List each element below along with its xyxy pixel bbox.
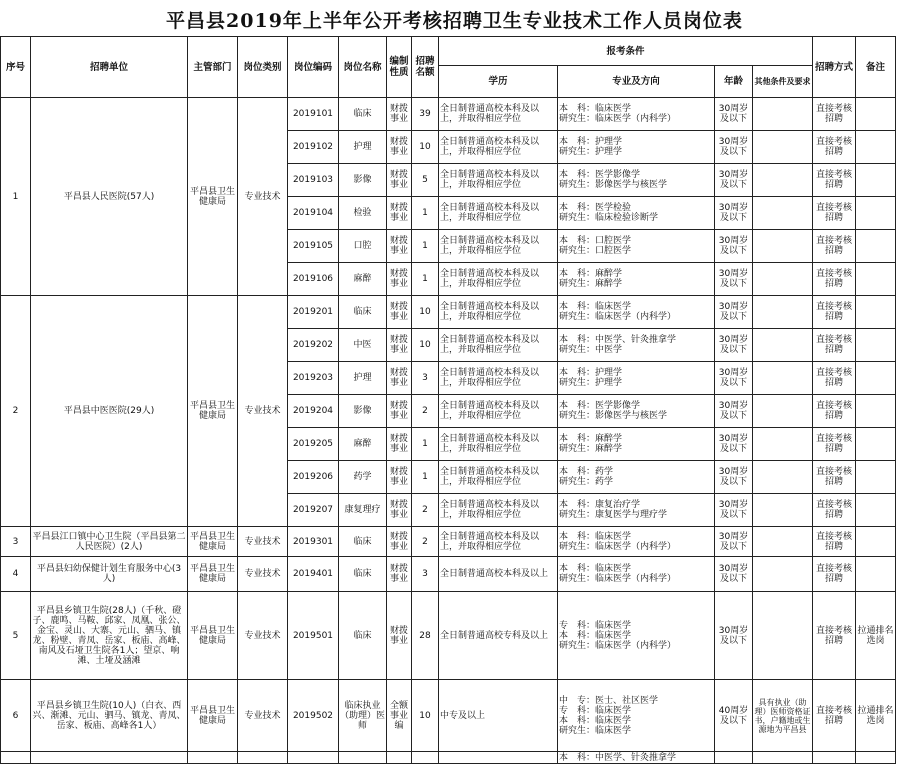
row-cell bbox=[715, 752, 753, 764]
row-post-name: 临床 bbox=[339, 98, 387, 131]
row-quota: 2 bbox=[412, 527, 439, 557]
major-line: 研究生：中医学 bbox=[559, 345, 623, 355]
row-post-code: 2019103 bbox=[288, 164, 339, 197]
major-line: 本 科：中医学、针灸推拿学 bbox=[559, 335, 677, 345]
row-post-code: 2019301 bbox=[288, 527, 339, 557]
row-quota: 10 bbox=[412, 329, 439, 362]
major-line: 本 科：临床医学 bbox=[559, 531, 632, 542]
row-post-code: 2019401 bbox=[288, 557, 339, 592]
row-method: 直接考核招聘 bbox=[813, 197, 856, 230]
row-post-name: 临床 bbox=[339, 296, 387, 329]
row-method: 直接考核招聘 bbox=[813, 557, 856, 592]
row-other bbox=[753, 395, 813, 428]
row-other: 具有执业（助理）医师资格证书，户籍地或生源地为平昌县 bbox=[753, 680, 813, 752]
major-line: 本 科：药学 bbox=[559, 467, 614, 477]
page-title: 平昌县2019年上半年公开考核招聘卫生专业技术工作人员岗位表 bbox=[166, 10, 743, 32]
row-staffing: 财拨事业 bbox=[387, 494, 412, 527]
table-row bbox=[1, 557, 896, 592]
header-dept: 主管部门 bbox=[188, 37, 238, 98]
header-post-code: 岗位编码 bbox=[288, 37, 339, 98]
row-note bbox=[856, 395, 896, 428]
row-age: 30周岁及以下 bbox=[715, 494, 753, 527]
row-post-type: 专业技术 bbox=[238, 592, 288, 680]
row-post-code: 2019202 bbox=[288, 329, 339, 362]
major-line: 专 科：临床医学 bbox=[559, 705, 632, 716]
row-post-name: 临床 bbox=[339, 557, 387, 592]
row-other bbox=[753, 131, 813, 164]
row-education: 全日制普通高校本科及以上，并取得相应学位 bbox=[439, 494, 558, 527]
row-other bbox=[753, 428, 813, 461]
major-line: 研究生：口腔医学 bbox=[559, 246, 632, 256]
header-post-type: 岗位类别 bbox=[238, 37, 288, 98]
row-post-type: 专业技术 bbox=[238, 527, 288, 557]
row-staffing: 财拨事业 bbox=[387, 527, 412, 557]
row-note bbox=[856, 230, 896, 263]
row-post-code: 2019201 bbox=[288, 296, 339, 329]
row-other bbox=[753, 527, 813, 557]
major-line: 本 科：医学影像学 bbox=[559, 170, 641, 180]
row-note: 拉通排名选岗 bbox=[856, 592, 896, 680]
row-other bbox=[753, 329, 813, 362]
row-age: 30周岁及以下 bbox=[715, 164, 753, 197]
row-unit: 平昌县人民医院(57人) bbox=[31, 98, 188, 296]
row-post-code: 2019206 bbox=[288, 461, 339, 494]
row-staffing: 财拨事业 bbox=[387, 329, 412, 362]
header-conditions: 报考条件 bbox=[439, 37, 813, 66]
row-education: 全日制普通高校本科及以上，并取得相应学位 bbox=[439, 98, 558, 131]
major-line: 本 科：护理学 bbox=[559, 137, 623, 147]
table-row bbox=[1, 592, 896, 680]
row-major bbox=[558, 98, 715, 131]
major-line: 本 科：临床医学 bbox=[559, 302, 632, 312]
row-staffing: 财拨事业 bbox=[387, 362, 412, 395]
row-other bbox=[753, 263, 813, 296]
row-other bbox=[753, 164, 813, 197]
row-staffing: 财拨事业 bbox=[387, 296, 412, 329]
row-cell bbox=[288, 752, 339, 764]
row-method: 直接考核招聘 bbox=[813, 428, 856, 461]
row-staffing: 财拨事业 bbox=[387, 428, 412, 461]
row-other bbox=[753, 461, 813, 494]
row-quota: 1 bbox=[412, 461, 439, 494]
row-note bbox=[856, 329, 896, 362]
major-line: 研究生：麻醉学 bbox=[559, 279, 623, 289]
header-unit: 招聘单位 bbox=[31, 37, 188, 98]
row-major bbox=[558, 164, 715, 197]
row-post-code: 2019207 bbox=[288, 494, 339, 527]
row-age: 30周岁及以下 bbox=[715, 230, 753, 263]
row-age: 30周岁及以下 bbox=[715, 263, 753, 296]
row-staffing: 财拨事业 bbox=[387, 131, 412, 164]
row-method: 直接考核招聘 bbox=[813, 329, 856, 362]
row-post-name: 口腔 bbox=[339, 230, 387, 263]
row-note bbox=[856, 164, 896, 197]
row-age: 30周岁及以下 bbox=[715, 329, 753, 362]
row-other bbox=[753, 592, 813, 680]
row-post-name: 临床 bbox=[339, 527, 387, 557]
row-method: 直接考核招聘 bbox=[813, 131, 856, 164]
row-cell bbox=[439, 752, 558, 764]
row-post-type: 专业技术 bbox=[238, 98, 288, 296]
header-staffing: 编制性质 bbox=[387, 37, 412, 98]
row-quota: 10 bbox=[412, 296, 439, 329]
row-staffing: 财拨事业 bbox=[387, 197, 412, 230]
row-education: 全日制普通高校本科及以上，并取得相应学位 bbox=[439, 131, 558, 164]
row-seq: 3 bbox=[1, 527, 31, 557]
row-dept: 平昌县卫生健康局 bbox=[188, 98, 238, 296]
row-seq: 2 bbox=[1, 296, 31, 527]
row-method: 直接考核招聘 bbox=[813, 592, 856, 680]
header-other: 其他条件及要求 bbox=[753, 66, 813, 98]
row-education: 全日制普通高校专科及以上 bbox=[439, 592, 558, 680]
row-cell bbox=[813, 752, 856, 764]
row-method: 直接考核招聘 bbox=[813, 395, 856, 428]
row-major bbox=[558, 461, 715, 494]
row-note bbox=[856, 527, 896, 557]
row-method: 直接考核招聘 bbox=[813, 494, 856, 527]
row-post-code: 2019205 bbox=[288, 428, 339, 461]
row-other bbox=[753, 494, 813, 527]
row-staffing: 财拨事业 bbox=[387, 164, 412, 197]
major-line: 研究生：护理学 bbox=[559, 147, 623, 157]
header-seq: 序号 bbox=[1, 37, 31, 98]
row-other bbox=[753, 362, 813, 395]
row-other bbox=[753, 230, 813, 263]
row-note bbox=[856, 296, 896, 329]
row-education: 全日制普通高校本科及以上，并取得相应学位 bbox=[439, 395, 558, 428]
row-post-type: 专业技术 bbox=[238, 680, 288, 752]
header-method: 招聘方式 bbox=[813, 37, 856, 98]
row-cell bbox=[188, 752, 238, 764]
row-major bbox=[558, 197, 715, 230]
row-cell bbox=[1, 752, 31, 764]
row-note bbox=[856, 362, 896, 395]
row-post-name: 影像 bbox=[339, 164, 387, 197]
row-note bbox=[856, 263, 896, 296]
row-age: 30周岁及以下 bbox=[715, 296, 753, 329]
row-quota: 1 bbox=[412, 230, 439, 263]
row-note bbox=[856, 98, 896, 131]
row-education: 全日制普通高校本科及以上，并取得相应学位 bbox=[439, 197, 558, 230]
row-major bbox=[558, 395, 715, 428]
row-cell bbox=[238, 752, 288, 764]
header-quota: 招聘名额 bbox=[412, 37, 439, 98]
row-post-name: 护理 bbox=[339, 362, 387, 395]
row-post-code: 2019102 bbox=[288, 131, 339, 164]
row-post-name: 护理 bbox=[339, 131, 387, 164]
row-method: 直接考核招聘 bbox=[813, 527, 856, 557]
row-major bbox=[558, 592, 715, 680]
row-note bbox=[856, 461, 896, 494]
row-note bbox=[856, 131, 896, 164]
row-unit: 平昌县妇幼保健计划生育服务中心(3人) bbox=[31, 557, 188, 592]
row-quota: 28 bbox=[412, 592, 439, 680]
row-education: 全日制普通高校本科及以上 bbox=[439, 557, 558, 592]
row-note bbox=[856, 494, 896, 527]
row-staffing: 财拨事业 bbox=[387, 263, 412, 296]
major-line: 本 科：临床医学 bbox=[559, 630, 632, 641]
row-seq: 4 bbox=[1, 557, 31, 592]
row-method: 直接考核招聘 bbox=[813, 263, 856, 296]
major-line: 本 科：麻醉学 bbox=[559, 434, 623, 444]
row-post-code: 2019501 bbox=[288, 592, 339, 680]
row-unit: 平昌县江口镇中心卫生院（平昌县第二人民医院）(2人) bbox=[31, 527, 188, 557]
row-post-type: 专业技术 bbox=[238, 296, 288, 527]
row-major bbox=[558, 263, 715, 296]
row-education: 全日制普通高校本科及以上，并取得相应学位 bbox=[439, 527, 558, 557]
major-line: 专 科：临床医学 bbox=[559, 620, 632, 631]
row-education: 全日制普通高校本科及以上，并取得相应学位 bbox=[439, 461, 558, 494]
major-line: 研究生：护理学 bbox=[559, 378, 623, 388]
major-line: 研究生：临床医学（内科学） bbox=[559, 640, 677, 651]
row-post-name: 临床执业（助理）医师 bbox=[339, 680, 387, 752]
row-quota: 5 bbox=[412, 164, 439, 197]
row-post-name: 检验 bbox=[339, 197, 387, 230]
row-age: 30周岁及以下 bbox=[715, 557, 753, 592]
row-education: 全日制普通高校本科及以上，并取得相应学位 bbox=[439, 296, 558, 329]
major-line: 本 科：护理学 bbox=[559, 368, 623, 378]
row-cell bbox=[753, 752, 813, 764]
major-line: 研究生：临床医学（内科学） bbox=[559, 114, 677, 124]
major-line: 本 科：临床医学 bbox=[559, 715, 632, 726]
row-note bbox=[856, 557, 896, 592]
major-line: 本 科：康复治疗学 bbox=[559, 500, 641, 510]
row-other bbox=[753, 98, 813, 131]
table-row bbox=[1, 527, 896, 557]
row-age: 30周岁及以下 bbox=[715, 527, 753, 557]
header-post-name: 岗位名称 bbox=[339, 37, 387, 98]
row-major bbox=[558, 680, 715, 752]
row-dept: 平昌县卫生健康局 bbox=[188, 527, 238, 557]
row-major bbox=[558, 131, 715, 164]
row-post-code: 2019204 bbox=[288, 395, 339, 428]
major-line: 研究生：药学 bbox=[559, 477, 614, 487]
table-row bbox=[1, 296, 896, 329]
row-age: 30周岁及以下 bbox=[715, 98, 753, 131]
row-dept: 平昌县卫生健康局 bbox=[188, 557, 238, 592]
row-age: 30周岁及以下 bbox=[715, 197, 753, 230]
row-dept: 平昌县卫生健康局 bbox=[188, 296, 238, 527]
major-line: 本 科：口腔医学 bbox=[559, 236, 632, 246]
row-staffing: 财拨事业 bbox=[387, 592, 412, 680]
row-cell bbox=[412, 752, 439, 764]
row-education: 全日制普通高校本科及以上，并取得相应学位 bbox=[439, 230, 558, 263]
row-major bbox=[558, 527, 715, 557]
row-major bbox=[558, 494, 715, 527]
row-staffing: 财拨事业 bbox=[387, 461, 412, 494]
row-education: 全日制普通高校本科及以上，并取得相应学位 bbox=[439, 329, 558, 362]
row-post-name: 药学 bbox=[339, 461, 387, 494]
row-note bbox=[856, 428, 896, 461]
table-row-partial bbox=[1, 752, 896, 764]
row-major bbox=[558, 329, 715, 362]
row-method: 直接考核招聘 bbox=[813, 230, 856, 263]
header-row-1 bbox=[1, 37, 896, 66]
row-method: 直接考核招聘 bbox=[813, 680, 856, 752]
major-line: 本 科：医学影像学 bbox=[559, 401, 641, 411]
row-age: 30周岁及以下 bbox=[715, 395, 753, 428]
row-method: 直接考核招聘 bbox=[813, 164, 856, 197]
row-method: 直接考核招聘 bbox=[813, 362, 856, 395]
row-unit: 平昌县乡镇卫生院(28人)（千秋、磴子、鹿鸣、马鞍、邱家、凤凰、张公、金宝、灵山、大寨、元山、驷马、镇龙、粉壁、青凤、岳家、板庙、高峰、南风及石垭卫生院各1人；望京、响滩、土垭及涵滩 bbox=[31, 592, 188, 680]
row-cell bbox=[856, 752, 896, 764]
recruitment-table bbox=[0, 36, 896, 764]
header-age: 年龄 bbox=[715, 66, 753, 98]
row-post-name: 麻醉 bbox=[339, 428, 387, 461]
row-other bbox=[753, 296, 813, 329]
major-line: 研究生：临床医学（内科学） bbox=[559, 541, 677, 552]
row-age: 30周岁及以下 bbox=[715, 428, 753, 461]
row-quota: 3 bbox=[412, 557, 439, 592]
row-staffing: 财拨事业 bbox=[387, 230, 412, 263]
table-body bbox=[1, 98, 896, 764]
row-method: 直接考核招聘 bbox=[813, 98, 856, 131]
row-staffing: 财拨事业 bbox=[387, 98, 412, 131]
row-quota: 1 bbox=[412, 263, 439, 296]
major-line: 研究生：临床医学（内科学） bbox=[559, 574, 677, 584]
row-staffing: 全额事业编 bbox=[387, 680, 412, 752]
row-quota: 1 bbox=[412, 197, 439, 230]
row-staffing: 财拨事业 bbox=[387, 395, 412, 428]
row-post-name: 康复理疗 bbox=[339, 494, 387, 527]
row-quota: 2 bbox=[412, 395, 439, 428]
major-line: 本 科：麻醉学 bbox=[559, 269, 623, 279]
row-quota: 2 bbox=[412, 494, 439, 527]
header-note: 备注 bbox=[856, 37, 896, 98]
header-major: 专业及方向 bbox=[558, 66, 715, 98]
row-seq: 6 bbox=[1, 680, 31, 752]
row-age: 30周岁及以下 bbox=[715, 461, 753, 494]
row-quota: 39 bbox=[412, 98, 439, 131]
row-education: 全日制普通高校本科及以上，并取得相应学位 bbox=[439, 362, 558, 395]
table-row bbox=[1, 98, 896, 131]
row-education: 中专及以上 bbox=[439, 680, 558, 752]
row-post-name: 临床 bbox=[339, 592, 387, 680]
row-major: 本 科：中医学、针灸推拿学 bbox=[558, 752, 715, 764]
major-line: 研究生：临床医学（内科学） bbox=[559, 312, 677, 322]
row-cell bbox=[387, 752, 412, 764]
row-major bbox=[558, 557, 715, 592]
row-major bbox=[558, 362, 715, 395]
row-post-code: 2019101 bbox=[288, 98, 339, 131]
row-post-code: 2019104 bbox=[288, 197, 339, 230]
row-seq: 5 bbox=[1, 592, 31, 680]
major-line: 本 科：临床医学 bbox=[559, 104, 632, 114]
row-other bbox=[753, 557, 813, 592]
major-line: 研究生：影像医学与核医学 bbox=[559, 411, 668, 421]
row-major bbox=[558, 296, 715, 329]
major-line: 研究生：临床医学 bbox=[559, 725, 632, 736]
row-age: 30周岁及以下 bbox=[715, 592, 753, 680]
row-post-code: 2019105 bbox=[288, 230, 339, 263]
row-post-name: 影像 bbox=[339, 395, 387, 428]
major-line: 研究生：麻醉学 bbox=[559, 444, 623, 454]
row-post-code: 2019203 bbox=[288, 362, 339, 395]
row-post-type: 专业技术 bbox=[238, 557, 288, 592]
row-quota: 10 bbox=[412, 680, 439, 752]
major-line: 本 科：临床医学 bbox=[559, 564, 632, 574]
row-other bbox=[753, 197, 813, 230]
major-line: 本 科：医学检验 bbox=[559, 203, 632, 213]
row-note: 拉通排名选岗 bbox=[856, 680, 896, 752]
row-cell bbox=[31, 752, 188, 764]
row-major bbox=[558, 428, 715, 461]
row-post-name: 麻醉 bbox=[339, 263, 387, 296]
table-row bbox=[1, 680, 896, 752]
row-unit: 平昌县乡镇卫生院(10人)（白衣、西兴、渐滩、元山、驷马、镇龙、青凤、岳家、板庙、高峰各1人） bbox=[31, 680, 188, 752]
row-post-code: 2019502 bbox=[288, 680, 339, 752]
row-method: 直接考核招聘 bbox=[813, 296, 856, 329]
row-education: 全日制普通高校本科及以上，并取得相应学位 bbox=[439, 164, 558, 197]
row-seq: 1 bbox=[1, 98, 31, 296]
major-line: 中 专：医士、社区医学 bbox=[559, 695, 659, 706]
row-quota: 1 bbox=[412, 428, 439, 461]
row-age: 30周岁及以下 bbox=[715, 131, 753, 164]
row-quota: 10 bbox=[412, 131, 439, 164]
row-quota: 3 bbox=[412, 362, 439, 395]
header-education: 学历 bbox=[439, 66, 558, 98]
row-cell bbox=[339, 752, 387, 764]
row-note bbox=[856, 197, 896, 230]
row-major bbox=[558, 230, 715, 263]
row-post-name: 中医 bbox=[339, 329, 387, 362]
major-line: 研究生：康复医学与理疗学 bbox=[559, 510, 668, 520]
row-unit: 平昌县中医医院(29人) bbox=[31, 296, 188, 527]
row-age: 30周岁及以下 bbox=[715, 362, 753, 395]
row-dept: 平昌县卫生健康局 bbox=[188, 680, 238, 752]
row-education: 全日制普通高校本科及以上，并取得相应学位 bbox=[439, 428, 558, 461]
major-line: 研究生：影像医学与核医学 bbox=[559, 180, 668, 190]
row-staffing: 财拨事业 bbox=[387, 557, 412, 592]
row-dept: 平昌县卫生健康局 bbox=[188, 592, 238, 680]
major-line: 研究生：临床检验诊断学 bbox=[559, 213, 659, 223]
row-post-code: 2019106 bbox=[288, 263, 339, 296]
row-education: 全日制普通高校本科及以上，并取得相应学位 bbox=[439, 263, 558, 296]
row-method: 直接考核招聘 bbox=[813, 461, 856, 494]
row-age: 40周岁及以下 bbox=[715, 680, 753, 752]
